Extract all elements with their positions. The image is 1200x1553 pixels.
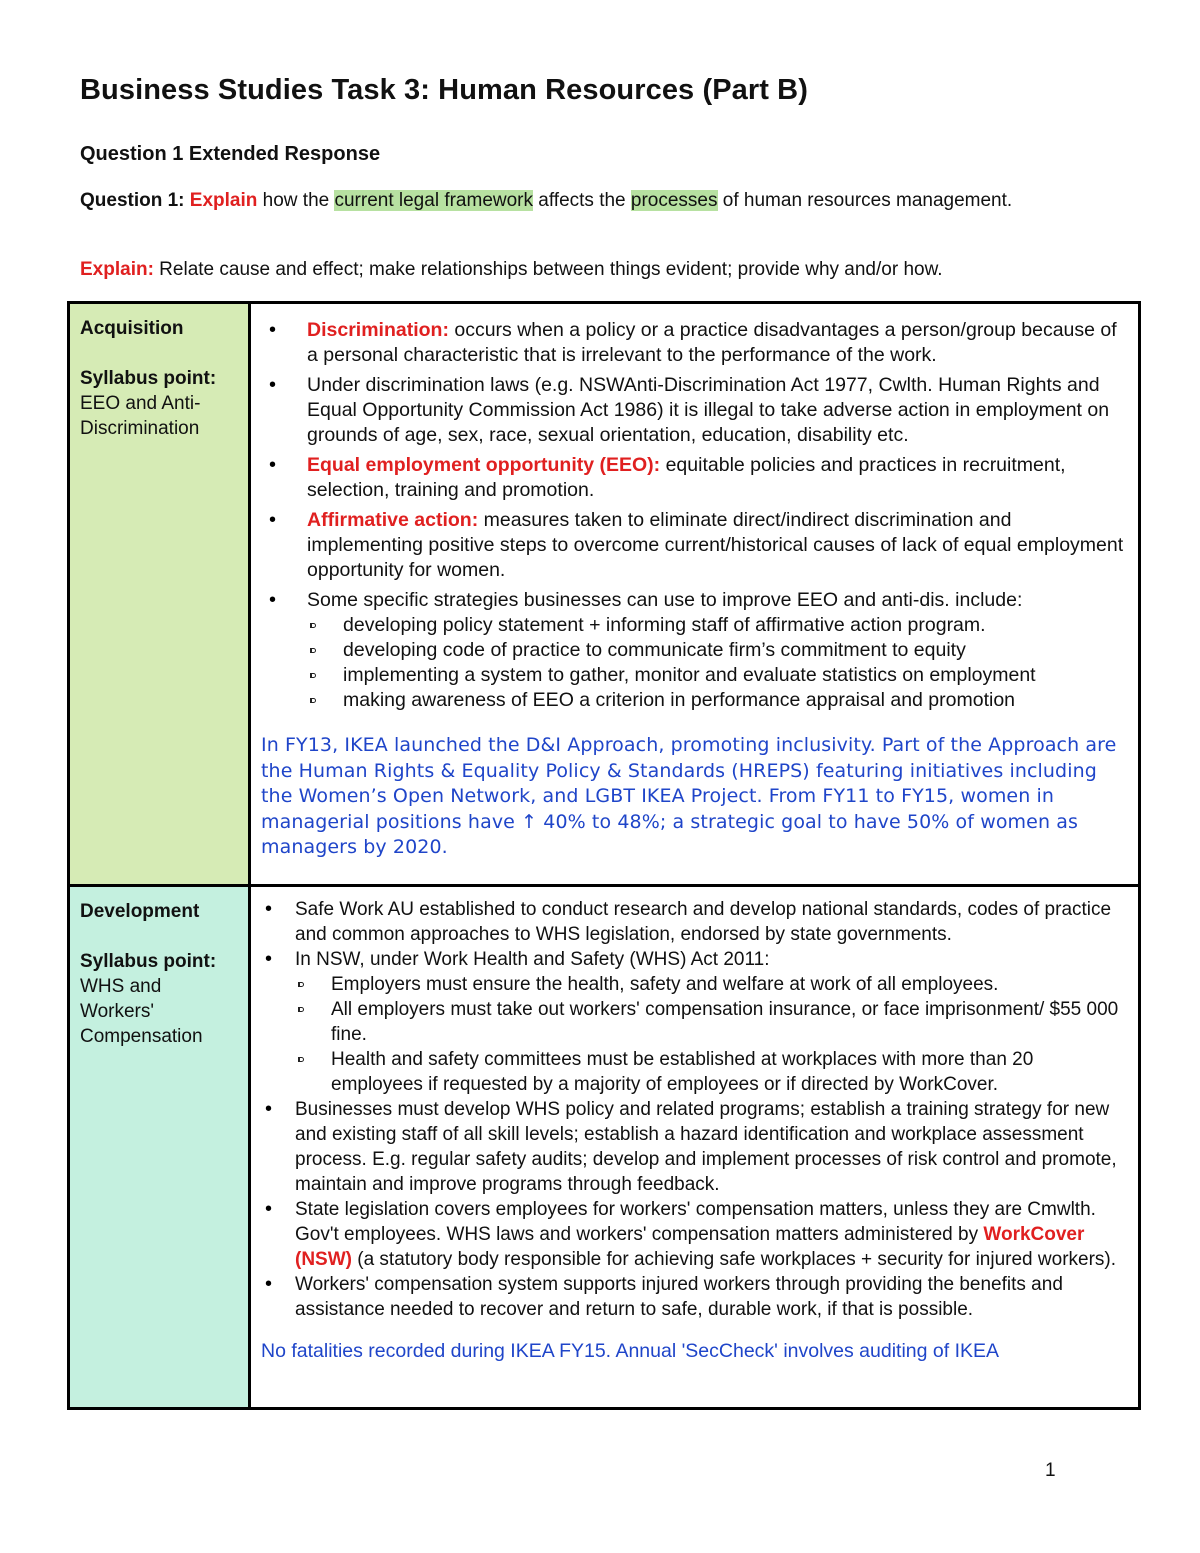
acquisition-content-cell (250, 303, 1140, 886)
list-item (307, 588, 1128, 713)
question-part-1: how the (257, 190, 335, 211)
bullet-text: (a statutory body responsible for achieving safe workplaces + security for injured workers). (351, 1249, 1117, 1270)
development-content-cell (250, 886, 1140, 1409)
bullet-text: occurs when a policy or a practice disadvantages a person/group because of a personal characteristic that is irrelevant to the performance of the work. (307, 319, 1117, 366)
list-item: • Safe Work AU established to conduct research and develop national standards, codes of practice and common approaches to WHS legislation, endorsed by state governments. (295, 897, 1128, 947)
table-row-acquisition (69, 303, 1140, 886)
ikea-example-development: No fatalities recorded during IKEA FY15. Annual 'SecCheck' involves auditing of IKEA (261, 1340, 1000, 1362)
whs-sub-list (295, 972, 1128, 1097)
list-item (295, 1197, 1128, 1272)
development-label-cell (69, 886, 250, 1409)
page-number: 1 (1045, 1460, 1056, 1481)
list-item (307, 453, 1128, 503)
bullet-text: equitable policies and practices in recruitment, selection, training and promotion. (307, 454, 1066, 501)
syllabus-point (80, 949, 240, 1049)
sub-list-item: All employers must take out workers' compensation insurance, or face imprisonment/ $55 000 fine. (331, 997, 1128, 1047)
list-item (307, 373, 1128, 448)
question-part-3: of human resources management. (717, 190, 1013, 211)
highlight-processes: processes (630, 190, 718, 211)
bullet-text: measures taken to eliminate direct/indirect discrimination and implementing positive steps to overcome current/historical causes of lack of equal employment opportunity for women. (307, 509, 1124, 581)
syllabus-label: Syllabus point: (80, 368, 217, 389)
syllabus-text: WHS and Workers' Compensation (80, 976, 203, 1047)
question-part-2: affects the (533, 190, 631, 211)
definition-label: Explain: (80, 259, 154, 280)
table-row-development (69, 886, 1140, 1409)
list-item: • Businesses must develop WHS policy and related programs; establish a training strategy for new and existing staff of all skill levels; establish a hazard identification and workplace assessment process. E.g. regular safety audits; develop and implement processes of risk control and promote, maintain and improve programs through feedback. (295, 1097, 1128, 1197)
bullet-text: In NSW, under Work Health and Safety (WHS) Act 2011: (295, 949, 770, 970)
sub-list-item: developing code of practice to communicate firm’s commitment to equity (343, 638, 1128, 663)
bullet-text: Under discrimination laws (e.g. NSWAnti-Discrimination Act 1977, Cwlth. Human Rights and Equal Opportunity Commission Act 1986) it is illegal to take adverse action in employment on grounds of age, sex, race, sexual orientation, education, disability etc. (307, 374, 1110, 446)
question-label: Question 1: (80, 190, 185, 211)
development-bullets (261, 897, 1128, 1322)
ikea-example-acquisition: In FY13, IKEA launched the D&I Approach, promoting inclusivity. Part of the Approach are the Human Rights & Equality Policy & Standards (HREPS) featuring initiatives including the Women’s Open Network, and LGBT IKEA Project. From FY11 to FY15, women in managerial positions have ↑ 40% to 48%; a strategic goal to have 50% of women as managers by 2020. (261, 734, 1117, 858)
row-title: Development (80, 901, 200, 922)
hr-table (67, 301, 1141, 1410)
sub-list-item: Health and safety committees must be established at workplaces with more than 20 employees if requested by a majority of employees or if directed by WorkCover. (331, 1047, 1128, 1097)
bullet-term: WorkCover (NSW) (295, 1224, 1085, 1270)
question-text (80, 188, 1080, 213)
bullet-term: Equal employment opportunity (EEO): (307, 454, 661, 476)
explain-definition (80, 257, 1140, 282)
list-item (307, 508, 1128, 583)
highlight-legal-framework: current legal framework (334, 190, 534, 211)
sub-list-item: Employers must ensure the health, safety and welfare at work of all employees. (331, 972, 1128, 997)
strategy-sub-list (307, 613, 1128, 713)
sub-list-item: implementing a system to gather, monitor and evaluate statistics on employment (343, 663, 1128, 688)
row-title: Acquisition (80, 318, 184, 339)
syllabus-point (80, 366, 240, 441)
bullet-term: Discrimination: (307, 319, 449, 341)
definition-text: Relate cause and effect; make relationships between things evident; provide why and/or how. (153, 259, 943, 280)
sub-list-item: developing policy statement + informing staff of affirmative action program. (343, 613, 1128, 638)
question-verb: Explain (189, 190, 258, 211)
syllabus-label: Syllabus point: (80, 951, 217, 972)
page-title: Business Studies Task 3: Human Resources (Part B) (80, 74, 808, 106)
list-item (295, 947, 1128, 1097)
bullet-text: Some specific strategies businesses can use to improve EEO and anti-dis. include: (307, 589, 1023, 611)
bullet-term: Affirmative action: (307, 509, 479, 531)
acquisition-bullets (261, 318, 1128, 713)
sub-list-item: making awareness of EEO a criterion in performance appraisal and promotion (343, 688, 1128, 713)
question-heading: Question 1 Extended Response (80, 143, 381, 165)
acquisition-label-cell (69, 303, 250, 886)
list-item: • Workers' compensation system supports injured workers through providing the benefits and assistance needed to recover and return to safe, durable work, if that is possible. (295, 1272, 1128, 1322)
syllabus-text: EEO and Anti-Discrimination (80, 393, 201, 439)
list-item (307, 318, 1128, 368)
bullet-text: State legislation covers employees for workers' compensation matters, unless they are Cmwlth. Gov't employees. WHS laws and workers' compensation matters administered by (295, 1199, 1096, 1245)
